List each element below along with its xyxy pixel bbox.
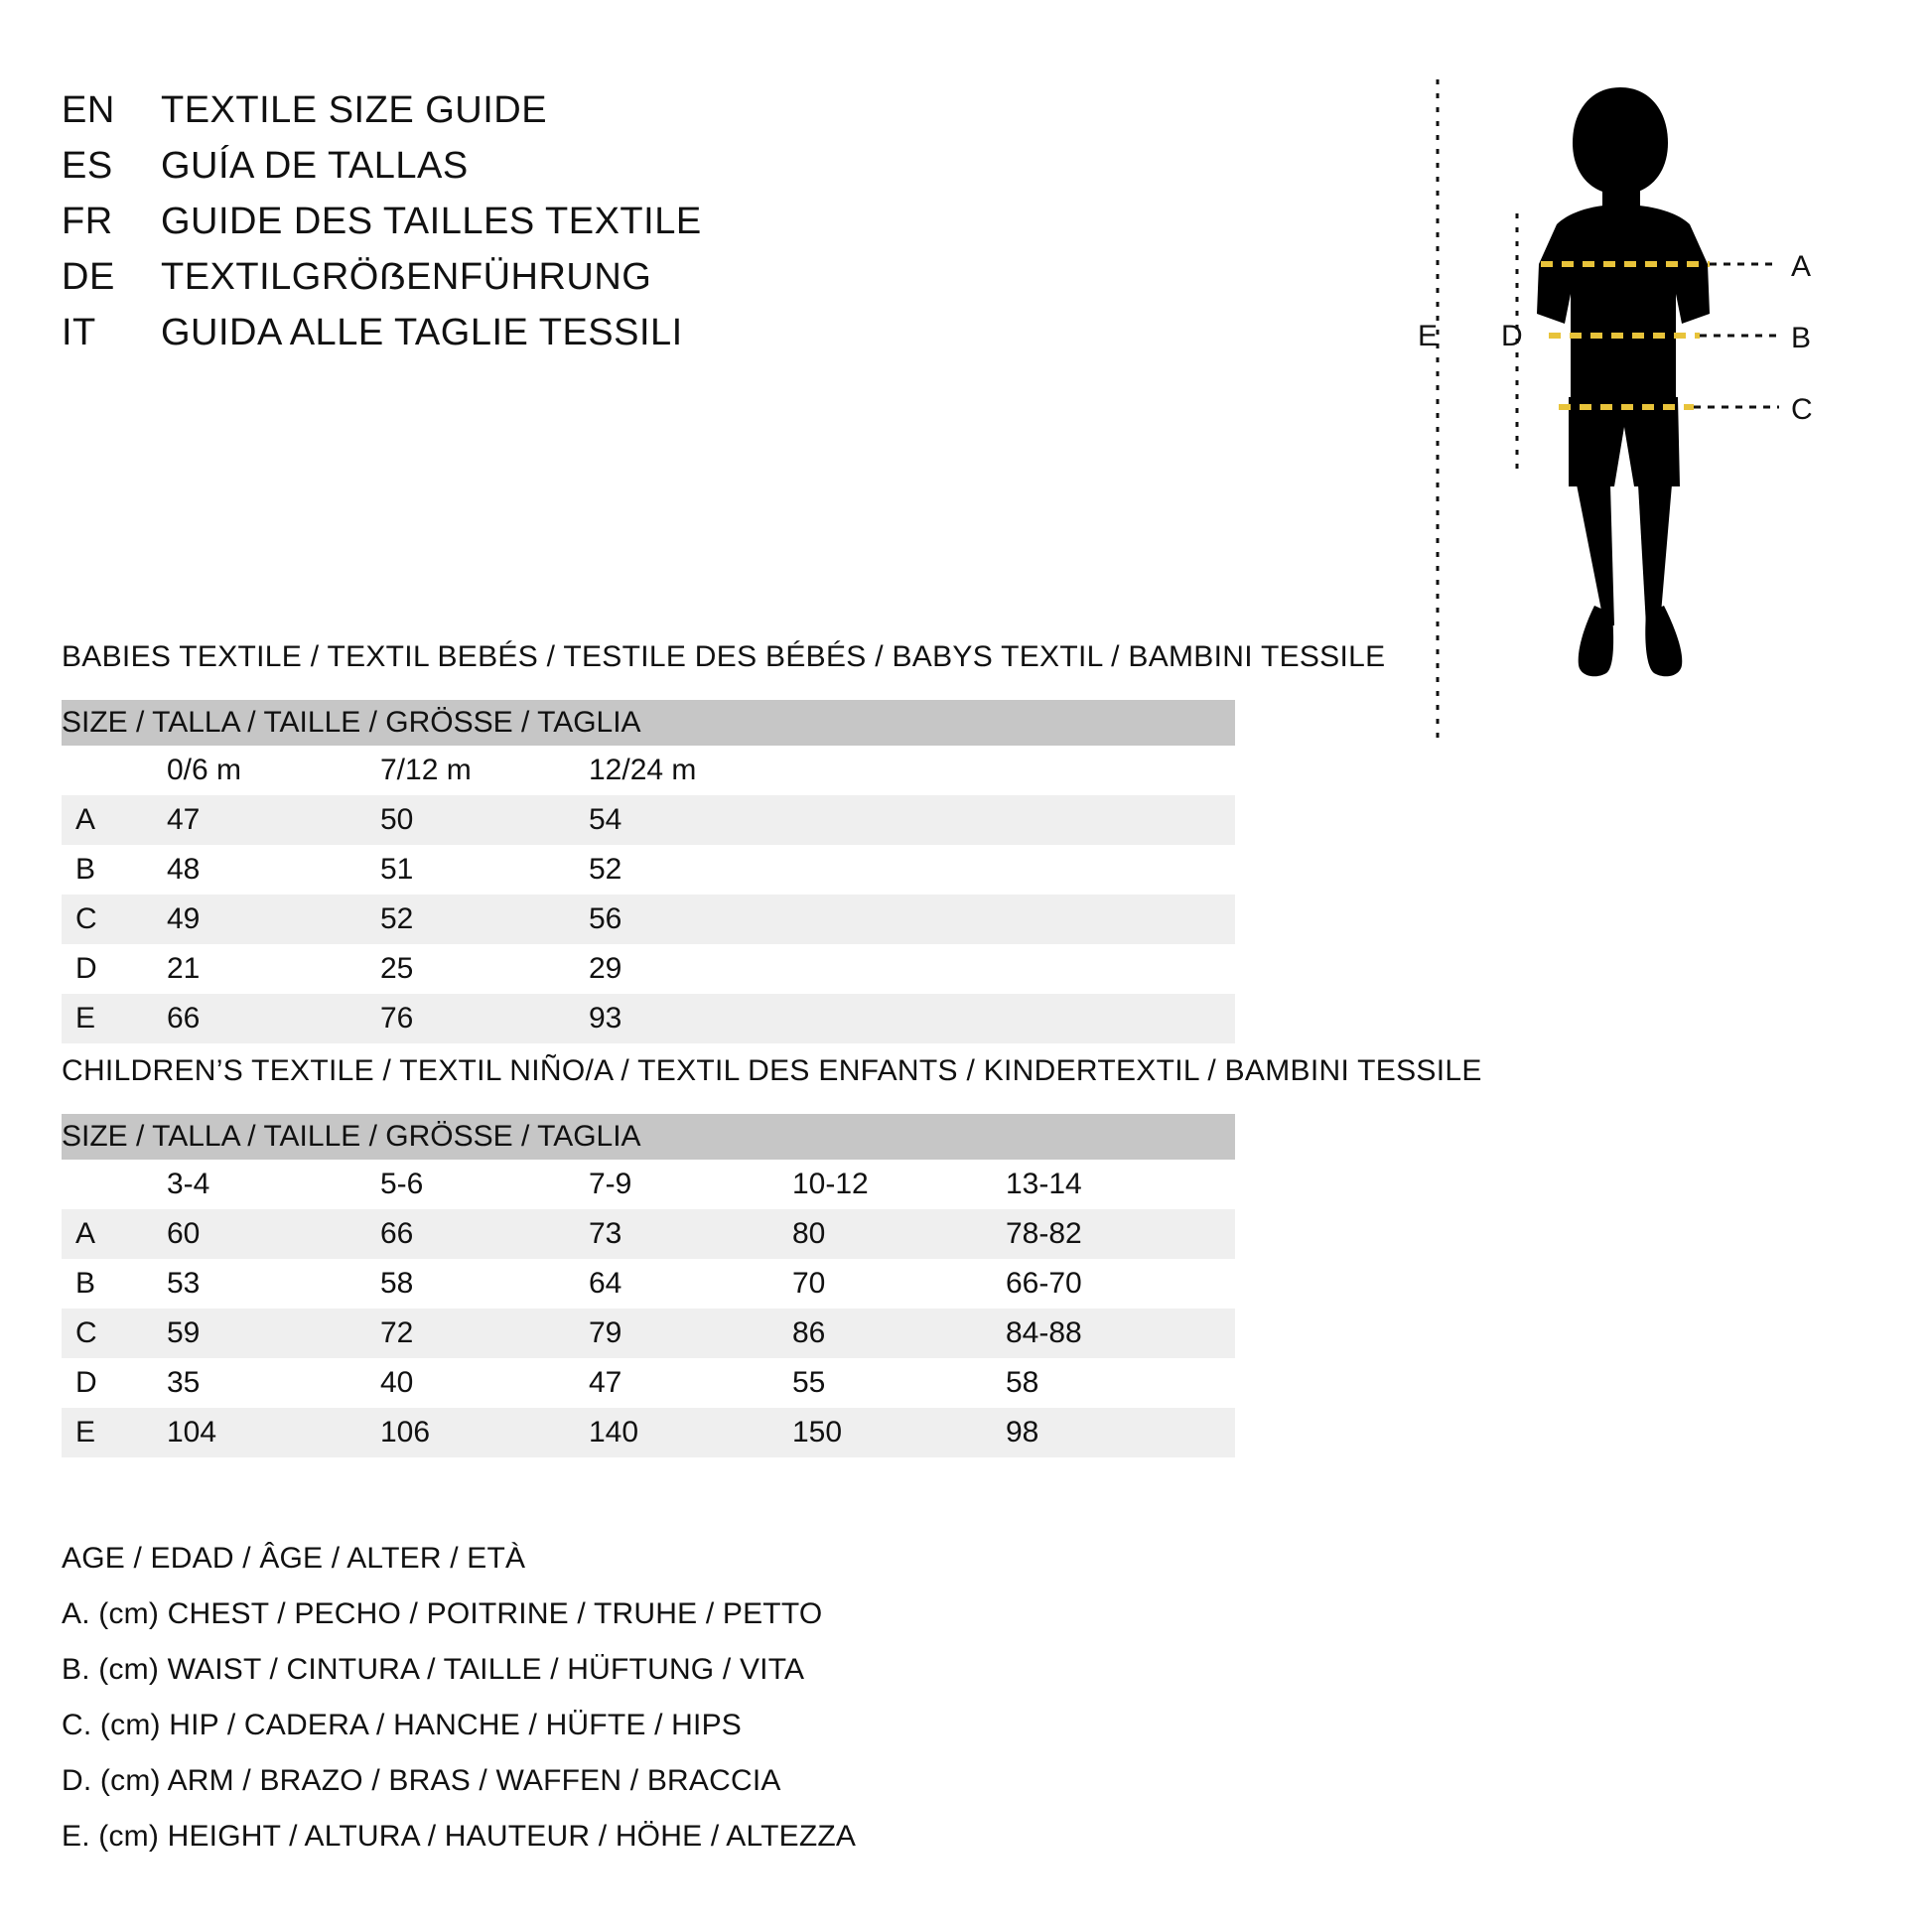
babies-size-table	[62, 700, 1235, 1043]
babies-row-label-c: C	[62, 895, 167, 944]
children-cell-e-4: 98	[1006, 1408, 1235, 1457]
children-cell-b-0: 53	[167, 1259, 380, 1309]
babies-corner-cell	[62, 746, 167, 795]
title-lang-it: IT	[62, 312, 96, 353]
children-cell-d-2: 47	[589, 1358, 792, 1408]
babies-band-label: SIZE / TALLA / TAILLE / GRÖSSE / TAGLIA	[62, 700, 1235, 746]
table-row	[62, 895, 1235, 944]
children-column-3: 10-12	[792, 1160, 1006, 1209]
children-column-0: 3-4	[167, 1160, 380, 1209]
marker-label-d: D	[1501, 320, 1523, 352]
babies-table-header-band	[62, 700, 1235, 746]
children-size-columns-row	[62, 1160, 1235, 1209]
babies-column-1: 7/12 m	[380, 746, 589, 795]
babies-cell-b-1: 51	[380, 845, 589, 895]
children-cell-a-0: 60	[167, 1209, 380, 1259]
title-lang-en: EN	[62, 89, 115, 131]
table-row	[62, 1309, 1235, 1358]
children-cell-d-3: 55	[792, 1358, 1006, 1408]
children-corner-cell	[62, 1160, 167, 1209]
title-row	[62, 145, 702, 201]
title-row	[62, 89, 702, 145]
children-cell-a-3: 80	[792, 1209, 1006, 1259]
children-band-label: SIZE / TALLA / TAILLE / GRÖSSE / TAGLIA	[62, 1114, 1235, 1160]
babies-column-2: 12/24 m	[589, 746, 1235, 795]
title-block	[62, 89, 702, 367]
babies-cell-e-0: 66	[167, 994, 380, 1043]
children-cell-c-2: 79	[589, 1309, 792, 1358]
title-text-it: GUIDA ALLE TAGLIE TESSILI	[161, 312, 683, 353]
children-cell-e-3: 150	[792, 1408, 1006, 1457]
children-cell-b-1: 58	[380, 1259, 589, 1309]
babies-cell-c-0: 49	[167, 895, 380, 944]
children-cell-d-1: 40	[380, 1358, 589, 1408]
legend-line-height: E. (cm) HEIGHT / ALTURA / HAUTEUR / HÖHE / ALTEZZA	[62, 1820, 857, 1853]
legend-line-arm: D. (cm) ARM / BRAZO / BRAS / WAFFEN / BRACCIA	[62, 1764, 781, 1797]
table-row	[62, 845, 1235, 895]
babies-cell-b-2: 52	[589, 845, 1235, 895]
child-silhouette	[1537, 87, 1710, 676]
title-text-es: GUÍA DE TALLAS	[161, 145, 469, 187]
title-lang-fr: FR	[62, 201, 113, 242]
title-lang-de: DE	[62, 256, 115, 298]
legend-line-chest: A. (cm) CHEST / PECHO / POITRINE / TRUHE / PETTO	[62, 1597, 823, 1630]
children-row-label-e: E	[62, 1408, 167, 1457]
title-row	[62, 312, 702, 367]
legend-line-waist: B. (cm) WAIST / CINTURA / TAILLE / HÜFTUNG / VITA	[62, 1653, 805, 1686]
children-cell-c-0: 59	[167, 1309, 380, 1358]
babies-cell-d-0: 21	[167, 944, 380, 994]
babies-cell-c-2: 56	[589, 895, 1235, 944]
table-row	[62, 1209, 1235, 1259]
children-cell-d-4: 58	[1006, 1358, 1235, 1408]
table-row	[62, 1259, 1235, 1309]
marker-label-b: B	[1791, 322, 1812, 354]
children-cell-e-2: 140	[589, 1408, 792, 1457]
children-column-2: 7-9	[589, 1160, 792, 1209]
children-row-label-c: C	[62, 1309, 167, 1358]
children-cell-b-4: 66-70	[1006, 1259, 1235, 1309]
marker-label-e: E	[1418, 320, 1439, 352]
children-cell-c-3: 86	[792, 1309, 1006, 1358]
table-row	[62, 944, 1235, 994]
title-row	[62, 201, 702, 256]
children-cell-a-4: 78-82	[1006, 1209, 1235, 1259]
babies-size-columns-row	[62, 746, 1235, 795]
babies-section-caption: BABIES TEXTILE / TEXTIL BEBÉS / TESTILE DES BÉBÉS / BABYS TEXTIL / BAMBINI TESSILE	[62, 640, 1386, 673]
babies-cell-d-2: 29	[589, 944, 1235, 994]
title-lang-es: ES	[62, 145, 113, 187]
babies-column-0: 0/6 m	[167, 746, 380, 795]
children-row-label-d: D	[62, 1358, 167, 1408]
title-text-en: TEXTILE SIZE GUIDE	[161, 89, 548, 131]
children-cell-b-3: 70	[792, 1259, 1006, 1309]
babies-cell-e-2: 93	[589, 994, 1235, 1043]
table-row	[62, 795, 1235, 845]
babies-row-label-b: B	[62, 845, 167, 895]
babies-cell-d-1: 25	[380, 944, 589, 994]
children-cell-c-4: 84-88	[1006, 1309, 1235, 1358]
babies-cell-a-0: 47	[167, 795, 380, 845]
table-row	[62, 1358, 1235, 1408]
marker-label-c: C	[1791, 393, 1813, 426]
children-row-label-a: A	[62, 1209, 167, 1259]
children-cell-e-0: 104	[167, 1408, 380, 1457]
babies-cell-a-2: 54	[589, 795, 1235, 845]
measurement-legend	[62, 1531, 856, 1864]
children-cell-a-1: 66	[380, 1209, 589, 1259]
measurement-figure	[1390, 69, 1886, 755]
children-table-header-band	[62, 1114, 1235, 1160]
babies-cell-a-1: 50	[380, 795, 589, 845]
babies-cell-b-0: 48	[167, 845, 380, 895]
children-cell-b-2: 64	[589, 1259, 792, 1309]
children-cell-a-2: 73	[589, 1209, 792, 1259]
title-row	[62, 256, 702, 312]
title-text-de: TEXTILGRÖẞENFÜHRUNG	[161, 256, 652, 298]
children-column-1: 5-6	[380, 1160, 589, 1209]
table-row	[62, 1408, 1235, 1457]
marker-label-a: A	[1791, 250, 1812, 283]
babies-cell-c-1: 52	[380, 895, 589, 944]
legend-line-hip: C. (cm) HIP / CADERA / HANCHE / HÜFTE / HIPS	[62, 1709, 742, 1741]
babies-row-label-a: A	[62, 795, 167, 845]
children-cell-c-1: 72	[380, 1309, 589, 1358]
children-section-caption: CHILDREN’S TEXTILE / TEXTIL NIÑO/A / TEXTIL DES ENFANTS / KINDERTEXTIL / BAMBINI TESSILE	[62, 1054, 1482, 1087]
children-row-label-b: B	[62, 1259, 167, 1309]
table-row	[62, 994, 1235, 1043]
babies-row-label-d: D	[62, 944, 167, 994]
children-cell-d-0: 35	[167, 1358, 380, 1408]
legend-line-age: AGE / EDAD / ÂGE / ALTER / ETÀ	[62, 1542, 526, 1575]
children-column-4: 13-14	[1006, 1160, 1235, 1209]
babies-cell-e-1: 76	[380, 994, 589, 1043]
children-cell-e-1: 106	[380, 1408, 589, 1457]
title-text-fr: GUIDE DES TAILLES TEXTILE	[161, 201, 702, 242]
babies-row-label-e: E	[62, 994, 167, 1043]
children-size-table	[62, 1114, 1235, 1457]
